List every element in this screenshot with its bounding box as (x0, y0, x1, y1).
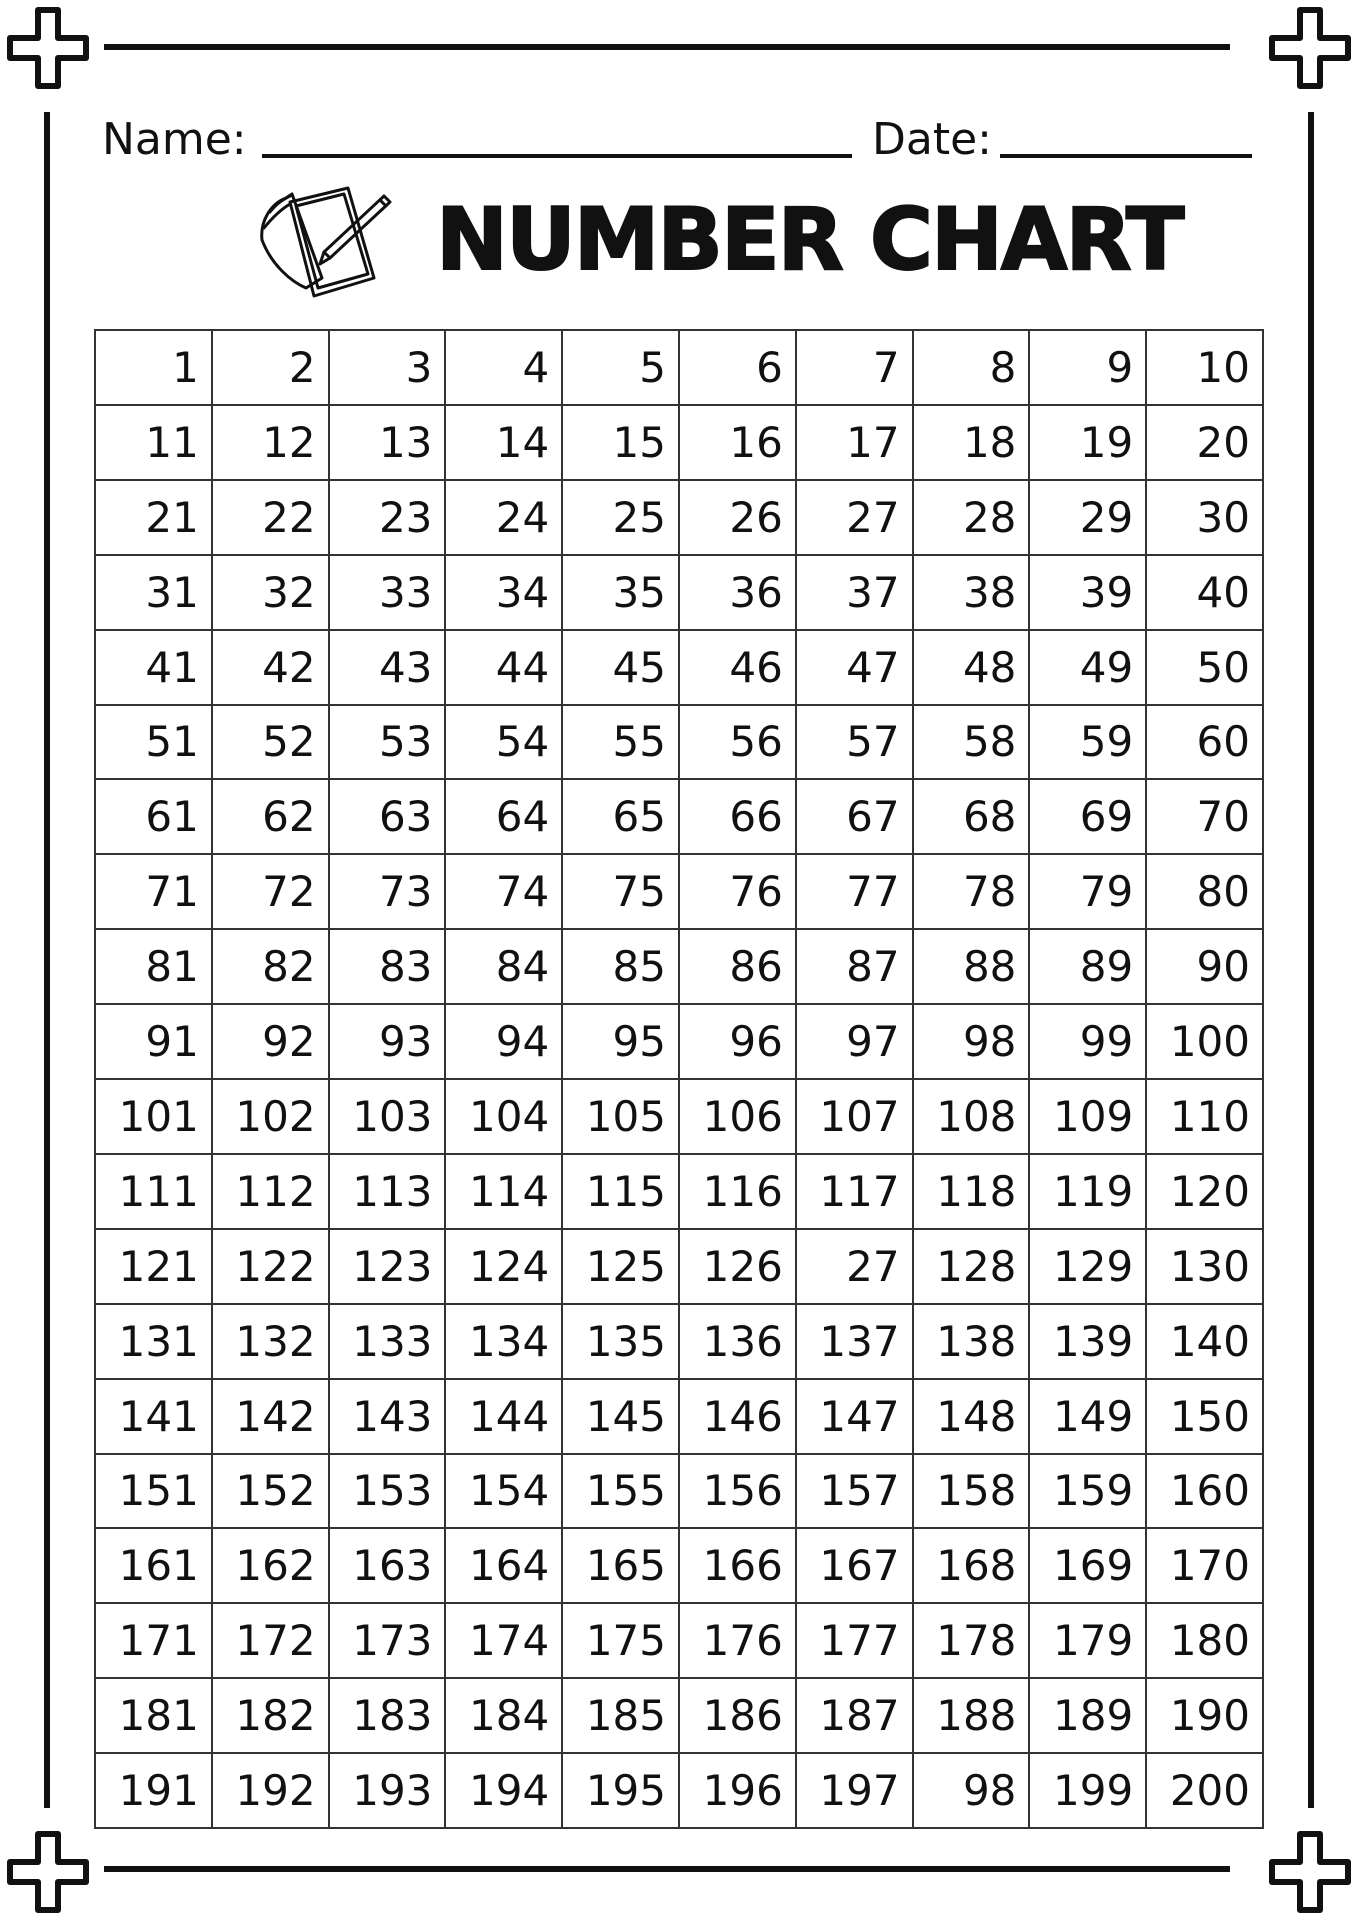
grid-cell: 129 (1030, 1230, 1147, 1305)
grid-cell: 68 (914, 780, 1031, 855)
grid-cell: 164 (446, 1529, 563, 1604)
grid-cell: 121 (96, 1230, 213, 1305)
grid-cell: 5 (563, 331, 680, 406)
grid-cell: 82 (213, 930, 330, 1005)
grid-cell: 40 (1147, 556, 1264, 631)
grid-cell: 47 (797, 631, 914, 706)
grid-cell: 103 (330, 1080, 447, 1155)
grid-cell: 125 (563, 1230, 680, 1305)
grid-cell: 137 (797, 1305, 914, 1380)
grid-cell: 54 (446, 706, 563, 781)
grid-cell: 183 (330, 1679, 447, 1754)
grid-cell: 161 (96, 1529, 213, 1604)
grid-cell: 49 (1030, 631, 1147, 706)
grid-cell: 165 (563, 1529, 680, 1604)
grid-cell: 112 (213, 1155, 330, 1230)
grid-cell: 28 (914, 481, 1031, 556)
grid-cell: 146 (680, 1380, 797, 1455)
grid-cell: 173 (330, 1604, 447, 1679)
grid-cell: 79 (1030, 855, 1147, 930)
grid-cell: 166 (680, 1529, 797, 1604)
grid-cell: 106 (680, 1080, 797, 1155)
grid-cell: 167 (797, 1529, 914, 1604)
grid-cell: 36 (680, 556, 797, 631)
grid-cell: 184 (446, 1679, 563, 1754)
grid-cell: 89 (1030, 930, 1147, 1005)
grid-cell: 158 (914, 1455, 1031, 1530)
grid-cell: 3 (330, 331, 447, 406)
grid-cell: 132 (213, 1305, 330, 1380)
grid-cell: 159 (1030, 1455, 1147, 1530)
grid-cell: 144 (446, 1380, 563, 1455)
grid-cell: 156 (680, 1455, 797, 1530)
grid-cell: 25 (563, 481, 680, 556)
grid-cell: 88 (914, 930, 1031, 1005)
grid-cell: 178 (914, 1604, 1031, 1679)
grid-cell: 83 (330, 930, 447, 1005)
grid-cell: 141 (96, 1380, 213, 1455)
grid-cell: 9 (1030, 331, 1147, 406)
grid-cell: 151 (96, 1455, 213, 1530)
grid-cell: 99 (1030, 1005, 1147, 1080)
grid-cell: 153 (330, 1455, 447, 1530)
grid-cell: 130 (1147, 1230, 1264, 1305)
grid-cell: 52 (213, 706, 330, 781)
grid-cell: 149 (1030, 1380, 1147, 1455)
grid-cell: 35 (563, 556, 680, 631)
grid-cell: 11 (96, 406, 213, 481)
grid-cell: 148 (914, 1380, 1031, 1455)
date-label: Date: (872, 114, 992, 165)
grid-cell: 101 (96, 1080, 213, 1155)
grid-cell: 181 (96, 1679, 213, 1754)
grid-cell: 95 (563, 1005, 680, 1080)
grid-cell: 85 (563, 930, 680, 1005)
grid-cell: 92 (213, 1005, 330, 1080)
grid-cell: 44 (446, 631, 563, 706)
grid-cell: 74 (446, 855, 563, 930)
grid-cell: 70 (1147, 780, 1264, 855)
grid-cell: 174 (446, 1604, 563, 1679)
grid-cell: 150 (1147, 1380, 1264, 1455)
grid-cell: 193 (330, 1754, 447, 1829)
grid-cell: 131 (96, 1305, 213, 1380)
grid-cell: 119 (1030, 1155, 1147, 1230)
grid-cell: 93 (330, 1005, 447, 1080)
grid-cell: 179 (1030, 1604, 1147, 1679)
grid-cell: 37 (797, 556, 914, 631)
grid-cell: 114 (446, 1155, 563, 1230)
grid-cell: 133 (330, 1305, 447, 1380)
grid-cell: 194 (446, 1754, 563, 1829)
grid-cell: 62 (213, 780, 330, 855)
grid-cell: 90 (1147, 930, 1264, 1005)
grid-cell: 86 (680, 930, 797, 1005)
grid-cell: 188 (914, 1679, 1031, 1754)
grid-cell: 22 (213, 481, 330, 556)
grid-cell: 63 (330, 780, 447, 855)
grid-cell: 16 (680, 406, 797, 481)
number-grid (94, 329, 1264, 1829)
grid-cell: 8 (914, 331, 1031, 406)
grid-cell: 147 (797, 1380, 914, 1455)
grid-cell: 77 (797, 855, 914, 930)
grid-cell: 34 (446, 556, 563, 631)
grid-cell: 58 (914, 706, 1031, 781)
grid-cell: 60 (1147, 706, 1264, 781)
name-label: Name: (102, 114, 247, 165)
grid-cell: 175 (563, 1604, 680, 1679)
grid-cell: 186 (680, 1679, 797, 1754)
grid-cell: 109 (1030, 1080, 1147, 1155)
plus-outline-icon (1268, 1830, 1352, 1914)
grid-cell: 199 (1030, 1754, 1147, 1829)
grid-cell: 139 (1030, 1305, 1147, 1380)
grid-cell: 46 (680, 631, 797, 706)
grid-cell: 182 (213, 1679, 330, 1754)
grid-cell: 13 (330, 406, 447, 481)
grid-cell: 96 (680, 1005, 797, 1080)
grid-cell: 157 (797, 1455, 914, 1530)
grid-cell: 102 (213, 1080, 330, 1155)
frame-right-line (1308, 112, 1314, 1808)
grid-cell: 154 (446, 1455, 563, 1530)
grid-cell: 30 (1147, 481, 1264, 556)
grid-cell: 27 (797, 1230, 914, 1305)
grid-cell: 104 (446, 1080, 563, 1155)
grid-cell: 105 (563, 1080, 680, 1155)
plus-outline-icon (6, 6, 90, 90)
grid-cell: 155 (563, 1455, 680, 1530)
grid-cell: 51 (96, 706, 213, 781)
grid-cell: 176 (680, 1604, 797, 1679)
name-field[interactable] (262, 154, 852, 158)
grid-cell: 12 (213, 406, 330, 481)
grid-cell: 27 (797, 481, 914, 556)
grid-cell: 18 (914, 406, 1031, 481)
grid-cell: 26 (680, 481, 797, 556)
grid-cell: 142 (213, 1380, 330, 1455)
grid-cell: 113 (330, 1155, 447, 1230)
grid-cell: 117 (797, 1155, 914, 1230)
notepad-with-pencil-icon (252, 182, 406, 306)
plus-outline-icon (6, 1830, 90, 1914)
grid-cell: 1 (96, 331, 213, 406)
grid-cell: 177 (797, 1604, 914, 1679)
frame-top-line (104, 44, 1230, 50)
grid-cell: 78 (914, 855, 1031, 930)
grid-cell: 53 (330, 706, 447, 781)
grid-cell: 50 (1147, 631, 1264, 706)
grid-cell: 48 (914, 631, 1031, 706)
grid-cell: 23 (330, 481, 447, 556)
grid-cell: 172 (213, 1604, 330, 1679)
grid-cell: 17 (797, 406, 914, 481)
grid-cell: 41 (96, 631, 213, 706)
grid-cell: 110 (1147, 1080, 1264, 1155)
grid-cell: 67 (797, 780, 914, 855)
grid-cell: 196 (680, 1754, 797, 1829)
grid-cell: 189 (1030, 1679, 1147, 1754)
grid-cell: 75 (563, 855, 680, 930)
grid-cell: 162 (213, 1529, 330, 1604)
grid-cell: 128 (914, 1230, 1031, 1305)
grid-cell: 14 (446, 406, 563, 481)
grid-cell: 24 (446, 481, 563, 556)
grid-cell: 66 (680, 780, 797, 855)
grid-cell: 56 (680, 706, 797, 781)
grid-cell: 19 (1030, 406, 1147, 481)
grid-cell: 191 (96, 1754, 213, 1829)
grid-cell: 31 (96, 556, 213, 631)
grid-cell: 116 (680, 1155, 797, 1230)
plus-outline-icon (1268, 6, 1352, 90)
grid-cell: 43 (330, 631, 447, 706)
grid-cell: 200 (1147, 1754, 1264, 1829)
grid-cell: 197 (797, 1754, 914, 1829)
grid-cell: 180 (1147, 1604, 1264, 1679)
grid-cell: 120 (1147, 1155, 1264, 1230)
grid-cell: 80 (1147, 855, 1264, 930)
grid-cell: 55 (563, 706, 680, 781)
grid-cell: 163 (330, 1529, 447, 1604)
grid-cell: 100 (1147, 1005, 1264, 1080)
grid-cell: 168 (914, 1529, 1031, 1604)
grid-cell: 10 (1147, 331, 1264, 406)
grid-cell: 187 (797, 1679, 914, 1754)
grid-cell: 192 (213, 1754, 330, 1829)
grid-cell: 171 (96, 1604, 213, 1679)
grid-cell: 65 (563, 780, 680, 855)
grid-cell: 39 (1030, 556, 1147, 631)
grid-cell: 87 (797, 930, 914, 1005)
grid-cell: 69 (1030, 780, 1147, 855)
grid-cell: 124 (446, 1230, 563, 1305)
grid-cell: 84 (446, 930, 563, 1005)
grid-cell: 143 (330, 1380, 447, 1455)
grid-cell: 64 (446, 780, 563, 855)
grid-cell: 122 (213, 1230, 330, 1305)
grid-cell: 91 (96, 1005, 213, 1080)
grid-cell: 29 (1030, 481, 1147, 556)
grid-cell: 152 (213, 1455, 330, 1530)
grid-cell: 32 (213, 556, 330, 631)
frame-left-line (44, 112, 50, 1808)
grid-cell: 76 (680, 855, 797, 930)
grid-cell: 160 (1147, 1455, 1264, 1530)
grid-cell: 45 (563, 631, 680, 706)
date-field[interactable] (1000, 154, 1252, 158)
grid-cell: 123 (330, 1230, 447, 1305)
grid-cell: 138 (914, 1305, 1031, 1380)
grid-cell: 111 (96, 1155, 213, 1230)
grid-cell: 33 (330, 556, 447, 631)
grid-cell: 97 (797, 1005, 914, 1080)
grid-cell: 42 (213, 631, 330, 706)
grid-cell: 4 (446, 331, 563, 406)
grid-cell: 145 (563, 1380, 680, 1455)
grid-cell: 107 (797, 1080, 914, 1155)
grid-cell: 72 (213, 855, 330, 930)
grid-cell: 134 (446, 1305, 563, 1380)
frame-bottom-line (104, 1866, 1230, 1872)
grid-cell: 59 (1030, 706, 1147, 781)
grid-cell: 71 (96, 855, 213, 930)
grid-cell: 108 (914, 1080, 1031, 1155)
page-title: NUMBER CHART (436, 190, 1183, 290)
grid-cell: 61 (96, 780, 213, 855)
grid-cell: 15 (563, 406, 680, 481)
grid-cell: 6 (680, 331, 797, 406)
grid-cell: 136 (680, 1305, 797, 1380)
grid-cell: 195 (563, 1754, 680, 1829)
grid-cell: 185 (563, 1679, 680, 1754)
grid-cell: 21 (96, 481, 213, 556)
grid-cell: 126 (680, 1230, 797, 1305)
grid-cell: 190 (1147, 1679, 1264, 1754)
grid-cell: 94 (446, 1005, 563, 1080)
grid-cell: 98 (914, 1754, 1031, 1829)
grid-cell: 170 (1147, 1529, 1264, 1604)
grid-cell: 135 (563, 1305, 680, 1380)
grid-cell: 73 (330, 855, 447, 930)
grid-cell: 57 (797, 706, 914, 781)
grid-cell: 7 (797, 331, 914, 406)
grid-cell: 140 (1147, 1305, 1264, 1380)
grid-cell: 118 (914, 1155, 1031, 1230)
grid-cell: 2 (213, 331, 330, 406)
grid-cell: 38 (914, 556, 1031, 631)
grid-cell: 169 (1030, 1529, 1147, 1604)
grid-cell: 115 (563, 1155, 680, 1230)
grid-cell: 98 (914, 1005, 1031, 1080)
grid-cell: 81 (96, 930, 213, 1005)
grid-cell: 20 (1147, 406, 1264, 481)
